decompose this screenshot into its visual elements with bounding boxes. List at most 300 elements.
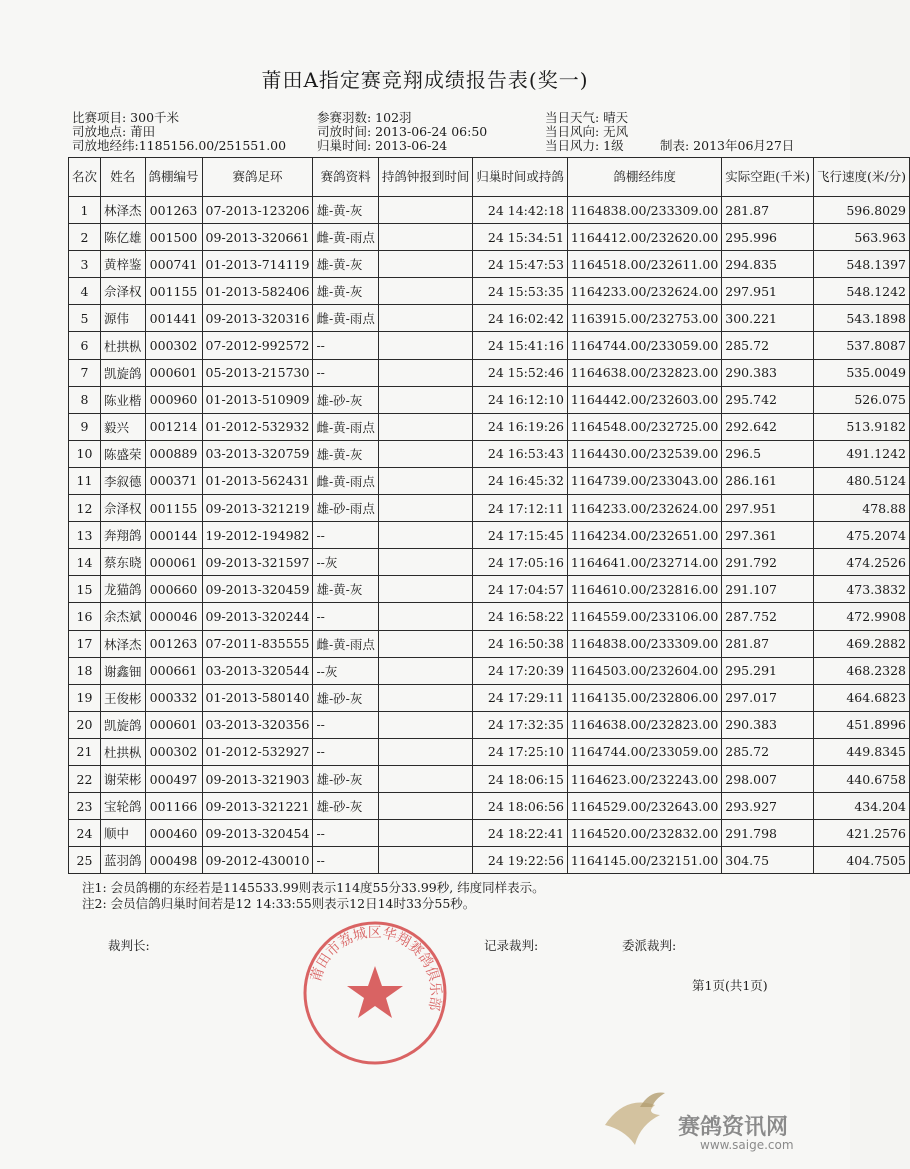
cell-clock-time [378, 359, 473, 386]
meta-return-time: 归巢时间: 2013-06-24 [317, 138, 448, 153]
cell-name: 陈盛荣 [101, 440, 146, 467]
cell-bird-info: -- [313, 820, 378, 847]
cell-rank: 14 [69, 549, 101, 576]
cell-rank: 19 [69, 684, 101, 711]
cell-return-time: 24 17:20:39 [473, 657, 568, 684]
cell-distance: 294.835 [722, 251, 814, 278]
cell-name: 谢鑫钿 [101, 657, 146, 684]
cell-loft-id: 001441 [145, 305, 202, 332]
cell-name: 林泽杰 [101, 197, 146, 224]
cell-name: 陈业楷 [101, 386, 146, 413]
cell-speed: 513.9182 [814, 413, 910, 440]
cell-bird-info: 雌-黄-雨点 [313, 467, 378, 494]
cell-rank: 25 [69, 847, 101, 874]
cell-name: 李叙德 [101, 467, 146, 494]
cell-bird-info: -- [313, 711, 378, 738]
cell-speed: 543.1898 [814, 305, 910, 332]
cell-speed: 434.204 [814, 793, 910, 820]
cell-loft-id: 000601 [145, 359, 202, 386]
cell-ring: 07-2013-123206 [202, 197, 313, 224]
watermark-url: www.saige.com [700, 1138, 794, 1152]
cell-bird-info: -- [313, 359, 378, 386]
cell-speed: 449.8345 [814, 738, 910, 765]
meta-coords: 司放地经纬:1185156.00/251551.00 [72, 138, 287, 153]
cell-loft-coords: 1164559.00/233106.00 [567, 603, 721, 630]
table-row [69, 386, 910, 413]
cell-clock-time [378, 413, 473, 440]
cell-clock-time [378, 386, 473, 413]
cell-loft-id: 001155 [145, 495, 202, 522]
meta-event: 比赛项目: 300千米 [72, 110, 180, 125]
cell-ring: 09-2012-430010 [202, 847, 313, 874]
cell-rank: 9 [69, 413, 101, 440]
cell-bird-info: 雌-黄-雨点 [313, 305, 378, 332]
cell-ring: 01-2013-562431 [202, 467, 313, 494]
cell-loft-coords: 1164503.00/232604.00 [567, 657, 721, 684]
cell-rank: 6 [69, 332, 101, 359]
cell-loft-id: 000302 [145, 332, 202, 359]
cell-loft-coords: 1164233.00/232624.00 [567, 495, 721, 522]
watermark-name: 赛鸽资讯网 [678, 1115, 789, 1140]
cell-bird-info: 雄-砂-灰 [313, 765, 378, 792]
cell-loft-id: 000741 [145, 251, 202, 278]
record-judge-label: 记录裁判: [484, 938, 539, 953]
cell-distance: 281.87 [722, 197, 814, 224]
cell-loft-coords: 1164234.00/232651.00 [567, 522, 721, 549]
cell-ring: 09-2013-320454 [202, 820, 313, 847]
cell-loft-coords: 1164145.00/232151.00 [567, 847, 721, 874]
cell-loft-coords: 1164430.00/232539.00 [567, 440, 721, 467]
cell-loft-coords: 1164739.00/233043.00 [567, 467, 721, 494]
cell-loft-coords: 1164442.00/232603.00 [567, 386, 721, 413]
cell-distance: 291.798 [722, 820, 814, 847]
cell-return-time: 24 18:06:56 [473, 793, 568, 820]
cell-speed: 404.7505 [814, 847, 910, 874]
cell-loft-coords: 1164520.00/232832.00 [567, 820, 721, 847]
cell-ring: 19-2012-194982 [202, 522, 313, 549]
cell-rank: 11 [69, 467, 101, 494]
cell-speed: 563.963 [814, 224, 910, 251]
cell-return-time: 24 17:04:57 [473, 576, 568, 603]
cell-clock-time [378, 251, 473, 278]
table-row [69, 413, 910, 440]
cell-name: 奔翔鸽 [101, 522, 146, 549]
cell-name: 顺中 [101, 820, 146, 847]
cell-speed: 526.075 [814, 386, 910, 413]
cell-ring: 01-2012-532927 [202, 738, 313, 765]
cell-speed: 474.2526 [814, 549, 910, 576]
cell-clock-time [378, 765, 473, 792]
cell-bird-info: 雄-砂-灰 [313, 793, 378, 820]
cell-name: 凯旋鸽 [101, 711, 146, 738]
table-row [69, 332, 910, 359]
cell-speed: 472.9908 [814, 603, 910, 630]
page-indicator: 第1页(共1页) [692, 978, 768, 993]
meta-weather: 当日天气: 晴天 [545, 110, 629, 125]
cell-rank: 24 [69, 820, 101, 847]
cell-clock-time [378, 576, 473, 603]
header-bird-info: 赛鸽资料 [313, 158, 378, 197]
table-row [69, 278, 910, 305]
cell-distance: 290.383 [722, 711, 814, 738]
cell-bird-info: 雄-黄-灰 [313, 278, 378, 305]
table-row [69, 197, 910, 224]
cell-loft-id: 000046 [145, 603, 202, 630]
header-name: 姓名 [101, 158, 146, 197]
table-row [69, 738, 910, 765]
cell-loft-coords: 1163915.00/232753.00 [567, 305, 721, 332]
cell-distance: 290.383 [722, 359, 814, 386]
cell-speed: 480.5124 [814, 467, 910, 494]
cell-rank: 22 [69, 765, 101, 792]
cell-speed: 475.2074 [814, 522, 910, 549]
cell-rank: 2 [69, 224, 101, 251]
cell-return-time: 24 18:06:15 [473, 765, 568, 792]
cell-loft-coords: 1164638.00/232823.00 [567, 359, 721, 386]
cell-name: 黄梓鉴 [101, 251, 146, 278]
cell-bird-info: -- [313, 603, 378, 630]
cell-ring: 07-2011-835555 [202, 630, 313, 657]
cell-loft-id: 000960 [145, 386, 202, 413]
cell-ring: 09-2013-321221 [202, 793, 313, 820]
table-row [69, 793, 910, 820]
cell-rank: 8 [69, 386, 101, 413]
cell-return-time: 24 17:25:10 [473, 738, 568, 765]
footnotes [82, 880, 545, 912]
cell-bird-info: 雄-砂-雨点 [313, 495, 378, 522]
cell-distance: 297.361 [722, 522, 814, 549]
cell-loft-coords: 1164744.00/233059.00 [567, 738, 721, 765]
cell-distance: 293.927 [722, 793, 814, 820]
seal-text: 莆田市荔城区华翔赛鸽俱乐部 [308, 924, 444, 1012]
cell-name: 蓝羽鸽 [101, 847, 146, 874]
cell-loft-id: 001263 [145, 197, 202, 224]
cell-clock-time [378, 847, 473, 874]
table-header-row [69, 158, 910, 197]
cell-clock-time [378, 224, 473, 251]
cell-ring: 09-2013-321903 [202, 765, 313, 792]
cell-clock-time [378, 684, 473, 711]
cell-distance: 297.951 [722, 278, 814, 305]
cell-return-time: 24 16:12:10 [473, 386, 568, 413]
cell-bird-info: -- [313, 522, 378, 549]
cell-loft-coords: 1164233.00/232624.00 [567, 278, 721, 305]
cell-rank: 20 [69, 711, 101, 738]
table-row [69, 765, 910, 792]
cell-loft-coords: 1164623.00/232243.00 [567, 765, 721, 792]
cell-loft-coords: 1164135.00/232806.00 [567, 684, 721, 711]
cell-speed: 464.6823 [814, 684, 910, 711]
cell-ring: 09-2013-321219 [202, 495, 313, 522]
meta-wind-force: 当日风力: 1级 [545, 138, 624, 153]
cell-speed: 468.2328 [814, 657, 910, 684]
cell-loft-id: 000302 [145, 738, 202, 765]
cell-return-time: 24 15:41:16 [473, 332, 568, 359]
cell-loft-coords: 1164641.00/232714.00 [567, 549, 721, 576]
cell-name: 陈亿雄 [101, 224, 146, 251]
cell-name: 佘泽权 [101, 495, 146, 522]
cell-return-time: 24 14:42:18 [473, 197, 568, 224]
cell-return-time: 24 15:47:53 [473, 251, 568, 278]
cell-return-time: 24 17:15:45 [473, 522, 568, 549]
cell-loft-coords: 1164412.00/232620.00 [567, 224, 721, 251]
cell-distance: 295.996 [722, 224, 814, 251]
cell-loft-coords: 1164548.00/232725.00 [567, 413, 721, 440]
cell-clock-time [378, 440, 473, 467]
footnote-1: 注1: 会员鸽棚的东经若是1145533.99则表示114度55分33.99秒, 纬度同样表示。 [82, 880, 545, 895]
cell-bird-info: --灰 [313, 549, 378, 576]
cell-loft-coords: 1164529.00/232643.00 [567, 793, 721, 820]
cell-name: 蔡东晓 [101, 549, 146, 576]
cell-loft-id: 000371 [145, 467, 202, 494]
cell-loft-id: 000889 [145, 440, 202, 467]
cell-ring: 09-2013-321597 [202, 549, 313, 576]
cell-rank: 1 [69, 197, 101, 224]
cell-distance: 296.5 [722, 440, 814, 467]
cell-loft-id: 001500 [145, 224, 202, 251]
pigeon-logo-icon [600, 1085, 680, 1155]
table-row [69, 522, 910, 549]
cell-ring: 03-2013-320356 [202, 711, 313, 738]
table-row [69, 359, 910, 386]
cell-return-time: 24 16:58:22 [473, 603, 568, 630]
cell-distance: 300.221 [722, 305, 814, 332]
cell-ring: 09-2013-320316 [202, 305, 313, 332]
cell-clock-time [378, 630, 473, 657]
cell-return-time: 24 15:52:46 [473, 359, 568, 386]
cell-loft-id: 001214 [145, 413, 202, 440]
cell-rank: 17 [69, 630, 101, 657]
cell-ring: 01-2012-532932 [202, 413, 313, 440]
table-row [69, 549, 910, 576]
cell-ring: 01-2013-580140 [202, 684, 313, 711]
cell-speed: 596.8029 [814, 197, 910, 224]
cell-clock-time [378, 820, 473, 847]
cell-name: 谢荣彬 [101, 765, 146, 792]
table-row [69, 576, 910, 603]
cell-loft-id: 000460 [145, 820, 202, 847]
meta-birds: 参赛羽数: 102羽 [317, 110, 412, 125]
cell-clock-time [378, 793, 473, 820]
cell-rank: 23 [69, 793, 101, 820]
table-row [69, 467, 910, 494]
cell-loft-id: 000601 [145, 711, 202, 738]
cell-return-time: 24 17:12:11 [473, 495, 568, 522]
cell-return-time: 24 17:05:16 [473, 549, 568, 576]
cell-loft-id: 000660 [145, 576, 202, 603]
cell-distance: 297.017 [722, 684, 814, 711]
cell-rank: 15 [69, 576, 101, 603]
header-distance: 实际空距(千米) [722, 158, 814, 197]
header-loft-id: 鸽棚编号 [145, 158, 202, 197]
cell-rank: 3 [69, 251, 101, 278]
cell-name: 毅兴 [101, 413, 146, 440]
cell-distance: 285.72 [722, 332, 814, 359]
cell-ring: 09-2013-320661 [202, 224, 313, 251]
cell-name: 王俊彬 [101, 684, 146, 711]
meta-location: 司放地点: 莆田 [72, 124, 156, 139]
cell-distance: 298.007 [722, 765, 814, 792]
cell-distance: 286.161 [722, 467, 814, 494]
cell-loft-coords: 1164518.00/232611.00 [567, 251, 721, 278]
cell-return-time: 24 17:32:35 [473, 711, 568, 738]
cell-name: 源伟 [101, 305, 146, 332]
cell-ring: 05-2013-215730 [202, 359, 313, 386]
cell-return-time: 24 15:34:51 [473, 224, 568, 251]
judge-head-label: 裁判长: [108, 938, 150, 953]
cell-rank: 4 [69, 278, 101, 305]
table-row [69, 711, 910, 738]
table-row [69, 495, 910, 522]
cell-distance: 297.951 [722, 495, 814, 522]
cell-loft-id: 000061 [145, 549, 202, 576]
cell-name: 龙猫鸽 [101, 576, 146, 603]
table-row [69, 251, 910, 278]
cell-return-time: 24 17:29:11 [473, 684, 568, 711]
table-row [69, 305, 910, 332]
cell-loft-coords: 1164744.00/233059.00 [567, 332, 721, 359]
cell-rank: 5 [69, 305, 101, 332]
footnote-2: 注2: 会员信鸽归巢时间若是12 14:33:55则表示12日14时33分55秒。 [82, 896, 476, 911]
header-clock-time: 持鸽钟报到时间 [378, 158, 473, 197]
cell-clock-time [378, 332, 473, 359]
cell-return-time: 24 16:19:26 [473, 413, 568, 440]
cell-speed: 535.0049 [814, 359, 910, 386]
cell-loft-id: 001263 [145, 630, 202, 657]
table-row [69, 603, 910, 630]
cell-clock-time [378, 738, 473, 765]
cell-rank: 10 [69, 440, 101, 467]
cell-loft-id: 001166 [145, 793, 202, 820]
header-speed: 飞行速度(米/分) [814, 158, 910, 197]
table-row [69, 630, 910, 657]
table-row [69, 684, 910, 711]
cell-ring: 01-2013-582406 [202, 278, 313, 305]
cell-name: 佘泽权 [101, 278, 146, 305]
cell-return-time: 24 16:53:43 [473, 440, 568, 467]
cell-loft-id: 000144 [145, 522, 202, 549]
club-seal [300, 918, 450, 1068]
report-title: 莆田A指定赛竞翔成绩报告表(奖一) [261, 68, 589, 92]
cell-loft-id: 000498 [145, 847, 202, 874]
cell-clock-time [378, 657, 473, 684]
cell-name: 宝轮鸽 [101, 793, 146, 820]
cell-bird-info: -- [313, 738, 378, 765]
cell-clock-time [378, 603, 473, 630]
cell-return-time: 24 18:22:41 [473, 820, 568, 847]
cell-distance: 285.72 [722, 738, 814, 765]
cell-rank: 13 [69, 522, 101, 549]
cell-name: 杜拱枞 [101, 332, 146, 359]
cell-loft-id: 001155 [145, 278, 202, 305]
cell-rank: 12 [69, 495, 101, 522]
meta-made-date: 制表: 2013年06月27日 [660, 138, 795, 153]
cell-rank: 21 [69, 738, 101, 765]
cell-distance: 292.642 [722, 413, 814, 440]
cell-name: 杜拱枞 [101, 738, 146, 765]
cell-speed: 469.2882 [814, 630, 910, 657]
cell-clock-time [378, 711, 473, 738]
cell-distance: 291.107 [722, 576, 814, 603]
table-body [69, 197, 910, 874]
cell-loft-id: 000332 [145, 684, 202, 711]
star-icon [347, 966, 403, 1018]
cell-speed: 491.1242 [814, 440, 910, 467]
cell-loft-coords: 1164610.00/232816.00 [567, 576, 721, 603]
table-row [69, 820, 910, 847]
cell-bird-info: 雄-黄-灰 [313, 251, 378, 278]
cell-bird-info: -- [313, 847, 378, 874]
header-loft-coords: 鸽棚经纬度 [567, 158, 721, 197]
cell-name: 凯旋鸽 [101, 359, 146, 386]
cell-clock-time [378, 549, 473, 576]
cell-bird-info: 雌-黄-雨点 [313, 630, 378, 657]
cell-bird-info: 雌-黄-雨点 [313, 413, 378, 440]
cell-speed: 537.8087 [814, 332, 910, 359]
cell-distance: 295.742 [722, 386, 814, 413]
cell-clock-time [378, 305, 473, 332]
cell-speed: 478.88 [814, 495, 910, 522]
cell-bird-info: 雄-黄-灰 [313, 576, 378, 603]
cell-rank: 7 [69, 359, 101, 386]
cell-return-time: 24 16:02:42 [473, 305, 568, 332]
cell-distance: 291.792 [722, 549, 814, 576]
cell-clock-time [378, 522, 473, 549]
cell-ring: 03-2013-320544 [202, 657, 313, 684]
cell-bird-info: 雄-砂-灰 [313, 386, 378, 413]
cell-speed: 451.8996 [814, 711, 910, 738]
cell-rank: 16 [69, 603, 101, 630]
meta-wind-direction: 当日风向: 无风 [545, 124, 629, 139]
cell-bird-info: --灰 [313, 657, 378, 684]
cell-clock-time [378, 197, 473, 224]
cell-speed: 548.1242 [814, 278, 910, 305]
cell-bird-info: 雄-黄-灰 [313, 440, 378, 467]
table-row [69, 847, 910, 874]
cell-speed: 440.6758 [814, 765, 910, 792]
cell-loft-coords: 1164638.00/232823.00 [567, 711, 721, 738]
cell-bird-info: 雄-砂-灰 [313, 684, 378, 711]
cell-rank: 18 [69, 657, 101, 684]
cell-ring: 09-2013-320244 [202, 603, 313, 630]
cell-bird-info: -- [313, 332, 378, 359]
cell-return-time: 24 16:45:32 [473, 467, 568, 494]
cell-loft-coords: 1164838.00/233309.00 [567, 197, 721, 224]
header-rank: 名次 [69, 158, 101, 197]
cell-clock-time [378, 467, 473, 494]
cell-speed: 548.1397 [814, 251, 910, 278]
cell-distance: 304.75 [722, 847, 814, 874]
cell-return-time: 24 19:22:56 [473, 847, 568, 874]
cell-loft-coords: 1164838.00/233309.00 [567, 630, 721, 657]
cell-ring: 09-2013-320459 [202, 576, 313, 603]
cell-clock-time [378, 495, 473, 522]
cell-speed: 421.2576 [814, 820, 910, 847]
cell-ring: 07-2012-992572 [202, 332, 313, 359]
cell-bird-info: 雌-黄-雨点 [313, 224, 378, 251]
cell-ring: 01-2013-714119 [202, 251, 313, 278]
cell-loft-id: 000497 [145, 765, 202, 792]
cell-distance: 287.752 [722, 603, 814, 630]
dispatch-judge-label: 委派裁判: [622, 938, 677, 953]
cell-name: 余杰斌 [101, 603, 146, 630]
results-table [68, 157, 910, 874]
cell-return-time: 24 16:50:38 [473, 630, 568, 657]
cell-ring: 01-2013-510909 [202, 386, 313, 413]
cell-loft-id: 000661 [145, 657, 202, 684]
table-row [69, 440, 910, 467]
cell-ring: 03-2013-320759 [202, 440, 313, 467]
